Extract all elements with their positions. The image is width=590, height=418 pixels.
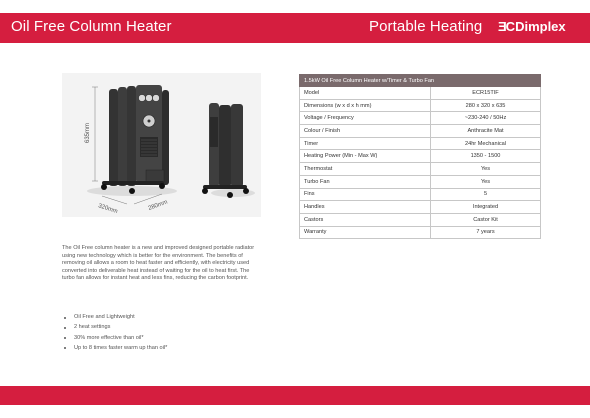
spec-value: Castor Kit — [431, 213, 541, 226]
table-row — [300, 87, 541, 100]
table-row — [300, 188, 541, 201]
page-title: Oil Free Column Heater — [11, 18, 172, 35]
spec-label: Turbo Fan — [300, 175, 431, 188]
table-row — [300, 175, 541, 188]
product-image — [62, 73, 261, 217]
product-description: The Oil Free column heater is a new and improved designed portable radiator using new technology which is better for the environment. The benefits of removing oil allows a room to heat faster and efficiently, with electricity used converted into deliverable heat instead of waiting for the oil to heat first. The turbo fan allows for instant heat and less fins, reducing the carbon footprint. — [62, 245, 255, 282]
spec-value: 7 years — [431, 226, 541, 239]
spec-value: ~230-240 / 50Hz — [431, 112, 541, 125]
heater-illustration — [62, 73, 261, 217]
spec-label: Heating Power (Min - Max W) — [300, 150, 431, 163]
spec-label: Colour / Finish — [300, 125, 431, 138]
spec-table-header-row — [300, 75, 541, 87]
table-row — [300, 201, 541, 214]
spec-label: Dimensions (w x d x h mm) — [300, 99, 431, 112]
spec-label: Castors — [300, 213, 431, 226]
brand-name: Dimplex — [515, 19, 566, 34]
brand-logo — [498, 19, 566, 34]
spec-label: Model — [300, 87, 431, 100]
spec-label: Handles — [300, 201, 431, 214]
spec-label: Voltage / Frequency — [300, 112, 431, 125]
height-dimension-label: 635mm — [85, 122, 91, 143]
table-row — [300, 226, 541, 239]
spec-value: Yes — [431, 175, 541, 188]
table-row — [300, 163, 541, 176]
feature-item: 2 heat settings — [62, 324, 262, 334]
width-dimension-label: 320mm — [97, 203, 119, 216]
spec-label: Fins — [300, 188, 431, 201]
spec-label: Warranty — [300, 226, 431, 239]
spec-value: ECR15TIF — [431, 87, 541, 100]
feature-list — [62, 314, 262, 355]
spec-table-title: 1.5kW Oil Free Column Heater w/Timer & Turbo Fan — [300, 75, 541, 87]
depth-dimension-label: 280mm — [147, 199, 169, 212]
category-title: Portable Heating — [369, 18, 483, 35]
footer-bar — [0, 386, 590, 405]
feature-item: Oil Free and Lightweight — [62, 314, 262, 324]
spec-value: 24hr Mechanical — [431, 137, 541, 150]
spec-table — [299, 74, 541, 239]
spec-value: 280 x 320 x 635 — [431, 99, 541, 112]
spec-label: Timer — [300, 137, 431, 150]
spec-value: 5 — [431, 188, 541, 201]
spec-value: Anthracite Mat — [431, 125, 541, 138]
spec-label: Thermostat — [300, 163, 431, 176]
table-row — [300, 125, 541, 138]
table-row — [300, 99, 541, 112]
spec-value: Integrated — [431, 201, 541, 214]
feature-item: Up to 8 times faster warm up than oil* — [62, 345, 262, 355]
table-row — [300, 137, 541, 150]
heater-front-view — [101, 85, 169, 194]
spec-value: 1350 - 1500 — [431, 150, 541, 163]
table-row — [300, 112, 541, 125]
table-row — [300, 213, 541, 226]
brand-mark-icon: ƎC — [498, 19, 515, 34]
heater-side-view — [202, 103, 249, 198]
feature-item: 30% more effective than oil* — [62, 335, 262, 345]
header-bar — [0, 13, 590, 43]
table-row — [300, 150, 541, 163]
spec-value: Yes — [431, 163, 541, 176]
